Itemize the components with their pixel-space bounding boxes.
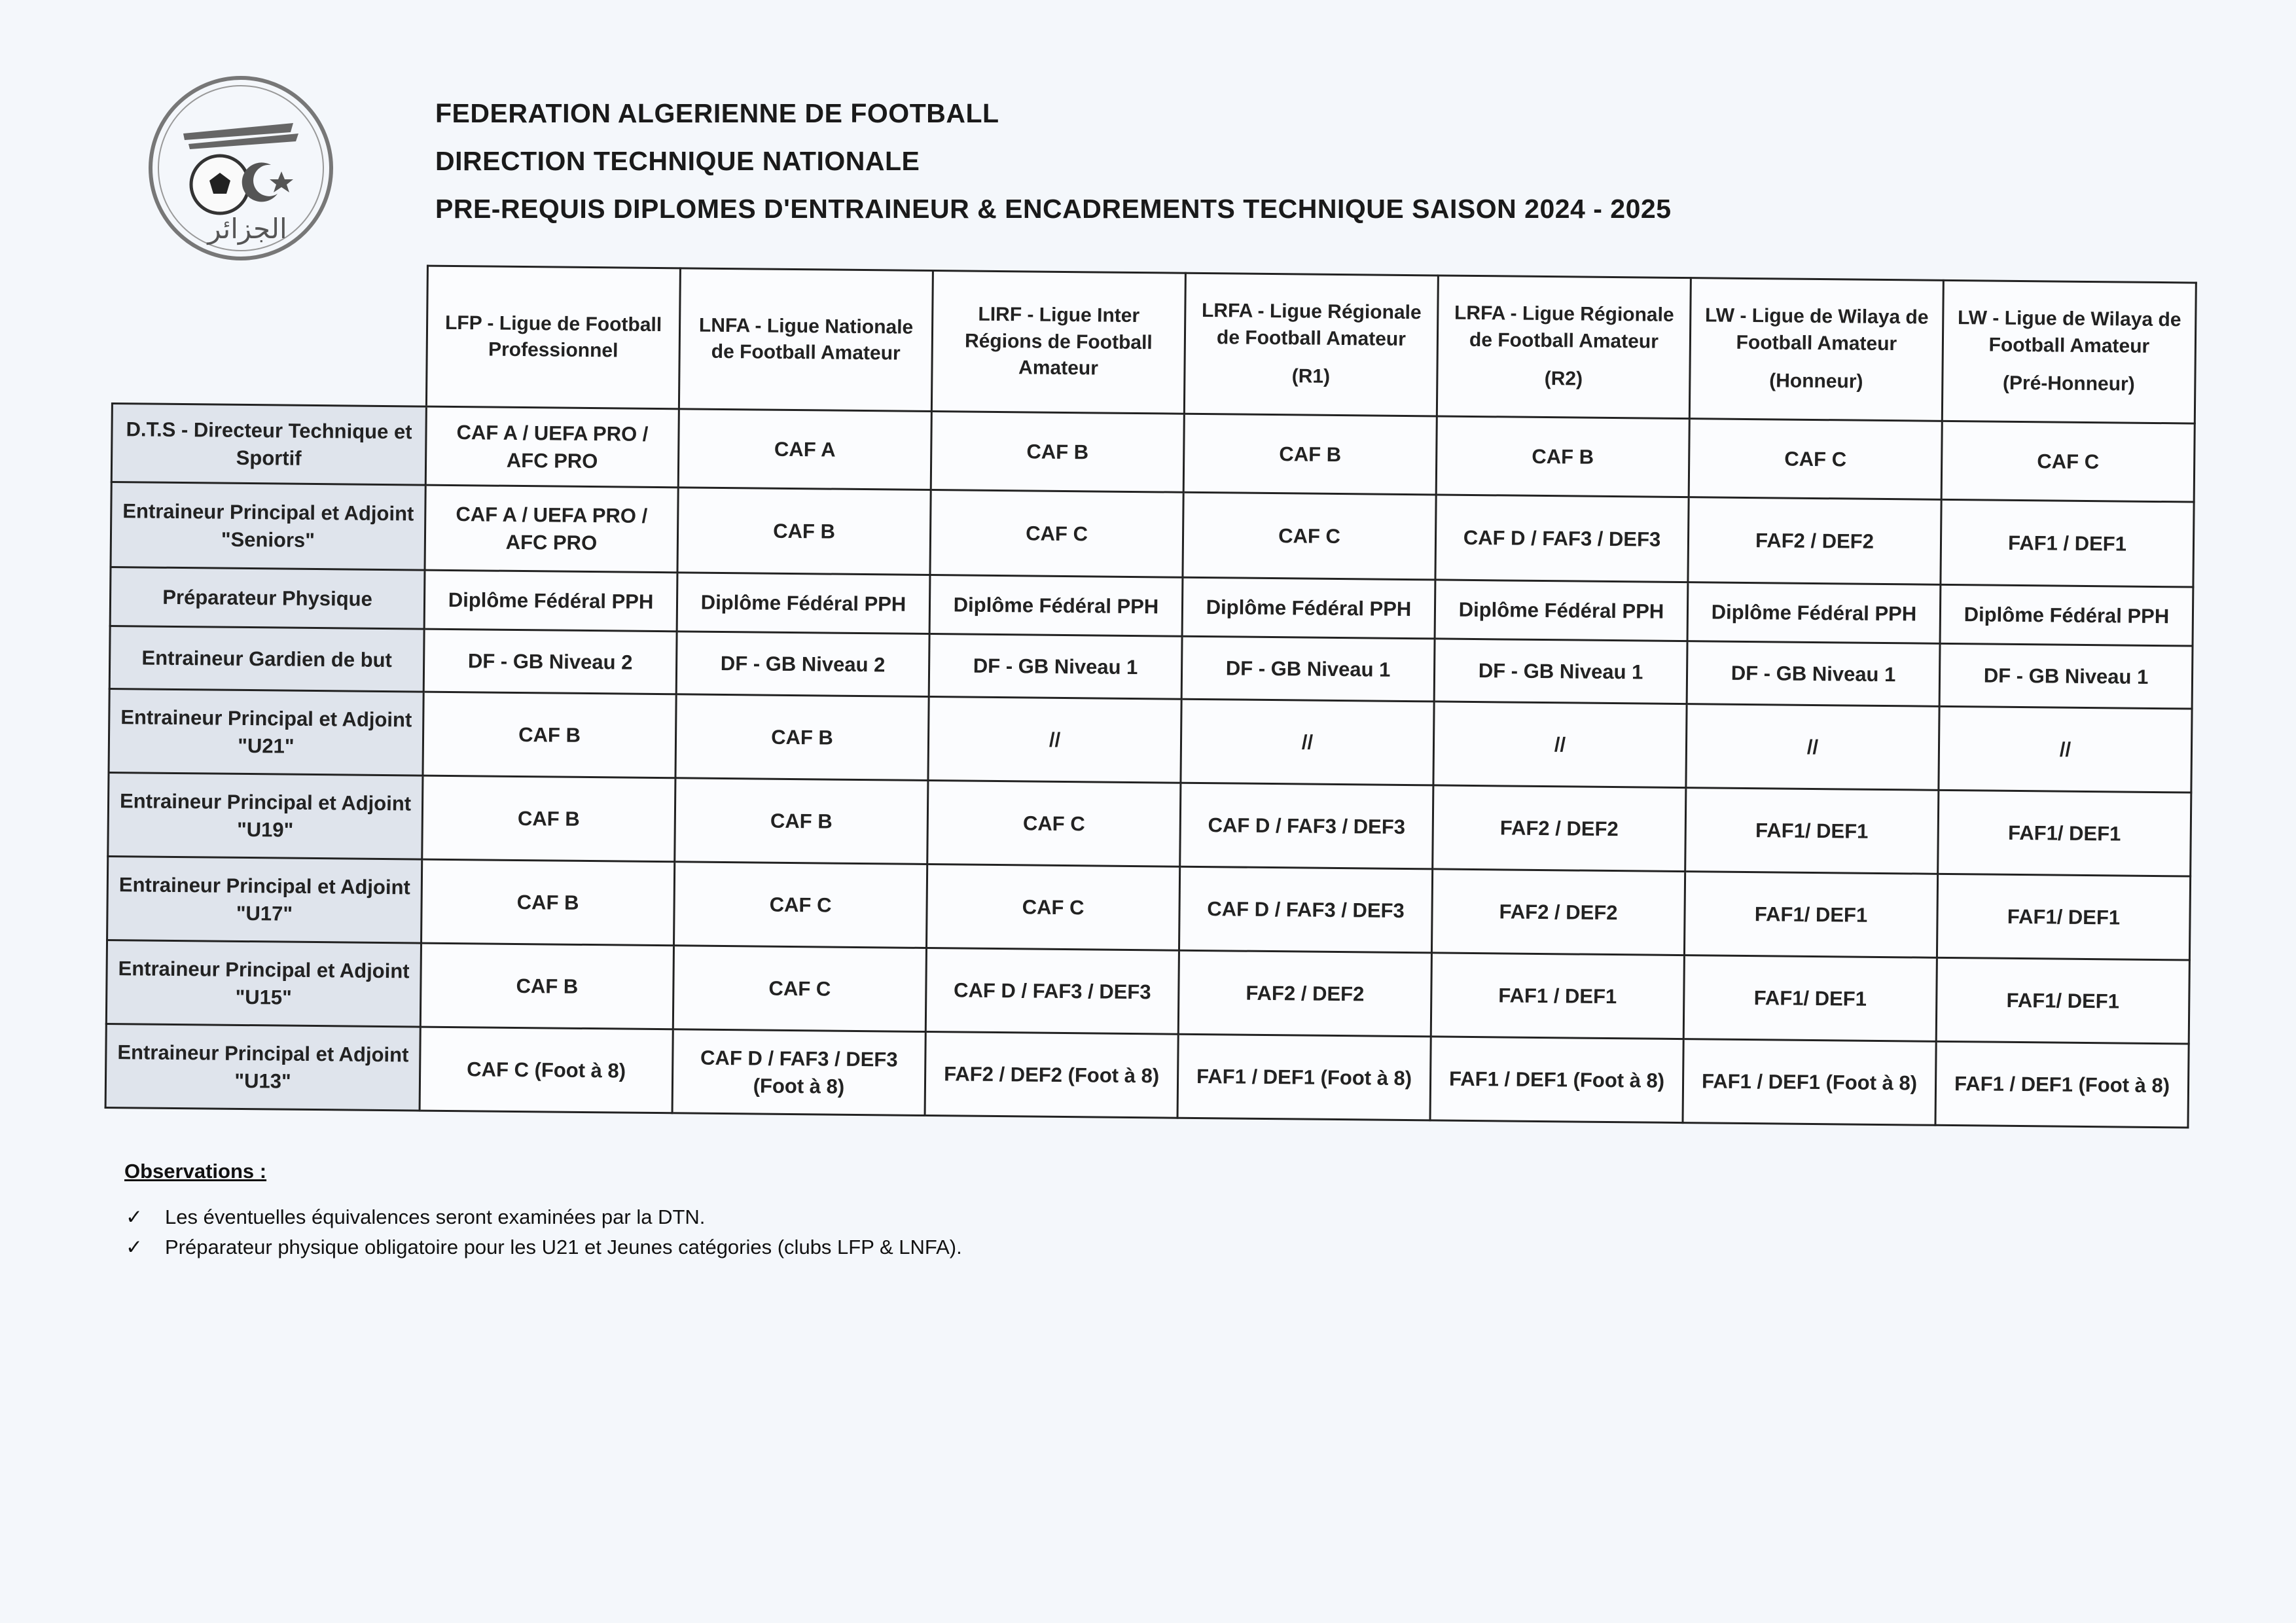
table-cell: Diplôme Fédéral PPH (1940, 584, 2193, 646)
table-cell: Diplôme Fédéral PPH (677, 573, 930, 634)
table-cell: FAF1/ DEF1 (1685, 788, 1939, 874)
column-header-sub: (R1) (1291, 365, 1331, 388)
table-cell: CAF B (423, 692, 676, 778)
column-header (1689, 278, 1943, 421)
table-cell: Diplôme Fédéral PPH (1687, 582, 1941, 644)
observation-item (126, 1205, 962, 1229)
column-header (1184, 273, 1438, 416)
table-cell: DF - GB Niveau 2 (676, 632, 929, 697)
table-cell: Diplôme Fédéral PPH (929, 575, 1183, 637)
table-cell: FAF1/ DEF1 (1937, 874, 2190, 960)
logo-arabic-text: الجزائر (207, 213, 287, 245)
table-cell: // (928, 697, 1181, 783)
table-cell: CAF B (675, 694, 929, 781)
column-header (1942, 280, 2196, 423)
wing-stripes-icon (183, 123, 298, 149)
column-header-name: LW - Ligue de Wilaya de Football Amateur (1704, 304, 1929, 355)
table-cell: Diplôme Fédéral PPH (424, 570, 677, 632)
table-cell: CAF B (420, 943, 673, 1029)
table-cell: Diplôme Fédéral PPH (1182, 577, 1435, 639)
row-label: Préparateur Physique (110, 567, 425, 629)
observation-text: Préparateur physique obligatoire pour les U21 et Jeunes catégories (clubs LFP & LNFA). (165, 1236, 962, 1258)
table-cell: CAF D / FAF3 / DEF3 (1179, 866, 1432, 953)
table-cell: CAF C (1941, 421, 2195, 502)
row-label: D.T.S - Directeur Technique et Sportif (111, 404, 426, 486)
table-cell: FAF2 / DEF2 (1433, 785, 1686, 872)
column-header-name: LRFA - Ligue Régionale de Football Amateur (1454, 302, 1674, 353)
table-cell: FAF1 / DEF1 (1431, 953, 1684, 1039)
table-header-row (112, 263, 2196, 424)
observation-text: Les éventuelles équivalences seront examinées par la DTN. (165, 1205, 706, 1228)
column-header-name: LW - Ligue de Wilaya de Football Amateur (1957, 307, 2181, 357)
table-cell: CAF B (422, 776, 675, 862)
table-cell: CAF C (1689, 419, 1942, 500)
table-corner (112, 263, 427, 407)
table-cell: FAF1/ DEF1 (1684, 872, 1937, 958)
table-cell: // (1181, 699, 1434, 785)
table-cell: CAF B (675, 778, 928, 865)
table-cell: CAF B (1183, 414, 1437, 495)
table-cell: FAF1 / DEF1 (1941, 499, 2194, 587)
row-label: Entraineur Gardien de but (109, 626, 424, 692)
document-header (435, 98, 1672, 241)
table-cell: CAF C (930, 490, 1183, 578)
table-cell: FAF1/ DEF1 (1938, 790, 2191, 876)
table-cell: FAF1/ DEF1 (1936, 957, 2189, 1044)
table-cell: CAF D / FAF3 / DEF3 (Foot à 8) (672, 1029, 925, 1116)
observations-title: Observations : (124, 1160, 267, 1183)
column-header-name: LFP - Ligue de Football Professionnel (444, 312, 662, 362)
table-cell: FAF2 / DEF2 (Foot à 8) (925, 1031, 1178, 1118)
table-cell: CAF C (674, 862, 927, 948)
table-cell: DF - GB Niveau 1 (1434, 639, 1687, 704)
table-cell: FAF1 / DEF1 (Foot à 8) (1683, 1039, 1936, 1126)
table-cell: DF - GB Niveau 1 (1939, 643, 2193, 709)
column-header-sub: (R2) (1544, 368, 1583, 390)
table-cell: Diplôme Fédéral PPH (1435, 580, 1688, 641)
table-cell: CAF C (673, 946, 926, 1032)
table-cell: FAF1/ DEF1 (1683, 955, 1937, 1042)
column-header-name: LIRF - Ligue Inter Régions de Football Amateur (964, 303, 1153, 380)
table-cell: CAF C (1183, 492, 1436, 580)
row-label: Entraineur Principal et Adjoint "U17" (107, 856, 422, 943)
table-cell: CAF C (926, 864, 1179, 950)
observation-item (126, 1236, 962, 1259)
star-icon (270, 171, 293, 192)
row-label: Entraineur Principal et Adjoint "U19" (108, 772, 423, 859)
table-cell: CAF B (677, 488, 931, 575)
column-header (426, 266, 680, 409)
table-cell: // (1686, 704, 1939, 791)
table-cell: CAF A / UEFA PRO / AFC PRO (425, 485, 678, 573)
column-header (931, 271, 1185, 414)
table-cell: CAF D / FAF3 / DEF3 (925, 948, 1179, 1034)
check-icon: ✓ (126, 1205, 143, 1228)
table-cell: DF - GB Niveau 1 (1687, 641, 1940, 707)
table-cell: DF - GB Niveau 1 (929, 634, 1182, 700)
table-cell: CAF A / UEFA PRO / AFC PRO (425, 406, 679, 488)
observations-section (124, 1160, 962, 1266)
table-cell: // (1939, 706, 2192, 793)
check-icon: ✓ (126, 1236, 143, 1258)
column-header-name: LRFA - Ligue Régionale de Football Amateur (1201, 300, 1422, 350)
table-cell: CAF B (1436, 416, 1689, 497)
table-cell: FAF1 / DEF1 (Foot à 8) (1177, 1034, 1431, 1120)
table-cell: CAF D / FAF3 / DEF3 (1180, 783, 1433, 869)
row-label: Entraineur Principal et Adjoint "U15" (106, 940, 421, 1027)
table-cell: DF - GB Niveau 2 (423, 629, 677, 694)
table-cell: FAF1 / DEF1 (Foot à 8) (1430, 1037, 1683, 1123)
requirements-table (105, 262, 2197, 1129)
document-title: PRE-REQUIS DIPLOMES D'ENTRAINEUR & ENCADREMENTS TECHNIQUE SAISON 2024 - 2025 (435, 194, 1672, 224)
row-label: Entraineur Principal et Adjoint "U21" (109, 688, 423, 776)
column-header (679, 268, 933, 412)
table-cell: DF - GB Niveau 1 (1181, 636, 1435, 702)
federation-name: FEDERATION ALGERIENNE DE FOOTBALL (435, 98, 999, 128)
table-cell: // (1433, 702, 1687, 788)
row-label: Entraineur Principal et Adjoint "U13" (105, 1024, 420, 1111)
column-header-sub: (Pré-Honneur) (2002, 372, 2135, 395)
column-header (1437, 276, 1691, 419)
faf-logo (143, 73, 339, 263)
table-cell: CAF B (931, 412, 1184, 493)
table-cell: CAF D / FAF3 / DEF3 (1435, 495, 1689, 582)
table-cell: FAF2 / DEF2 (1688, 497, 1941, 585)
direction-name: DIRECTION TECHNIQUE NATIONALE (435, 146, 920, 176)
table-cell: FAF1 / DEF1 (Foot à 8) (1935, 1041, 2189, 1128)
table-cell: CAF A (678, 409, 931, 490)
table-cell: CAF C (Foot à 8) (420, 1027, 673, 1113)
row-label: Entraineur Principal et Adjoint "Seniors" (111, 482, 425, 570)
table-cell: FAF2 / DEF2 (1178, 950, 1431, 1037)
column-header-name: LNFA - Ligue Nationale de Football Amateur (698, 314, 914, 365)
table-cell: CAF B (422, 859, 675, 946)
column-header-sub: (Honneur) (1769, 370, 1863, 393)
table-cell: FAF2 / DEF2 (1431, 869, 1685, 955)
table-cell: CAF C (927, 780, 1181, 866)
